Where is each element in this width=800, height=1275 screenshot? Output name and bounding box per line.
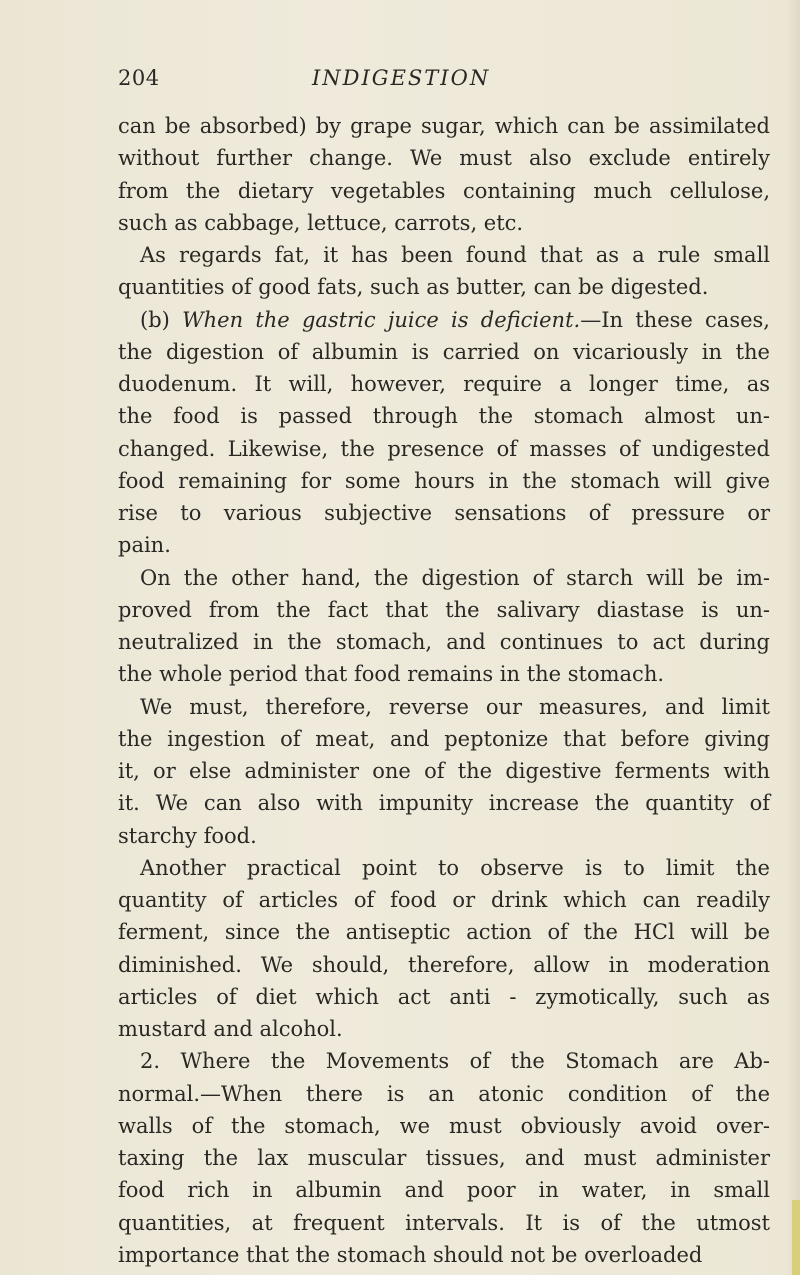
text-line: the ingestion of meat, and peptonize that before giving [118,726,770,751]
text-line: without further change. We must also exclude entirely [118,146,770,171]
subsection-heading: When the gastric juice is deficient. [182,307,581,332]
text-line: from the dietary vegetables containing much cellulose, [118,178,770,203]
text-line: rise to various subjective sensations of pressure or [118,501,770,525]
text-line: 2. Where the Movements of the Stomach are Ab- [140,1049,770,1074]
paragraph [118,110,770,239]
text-line: it. We can also with impunity increase the quantity of [118,791,770,816]
paragraph [118,1045,770,1271]
text-line: quantities, at frequent intervals. It is of the utmost [118,1210,770,1235]
body-text [118,110,770,1271]
paragraph [118,562,770,691]
text-line: taxing the lax muscular tissues, and must administer [118,1146,770,1170]
text-line: We must, therefore, reverse our measures, and limit [140,694,770,719]
text-line: pain. [118,533,171,558]
paragraph [118,304,770,562]
subsection-marker: (b) [140,307,183,332]
text-line: walls of the stomach, we must obviously avoid over- [118,1113,770,1138]
text-line: quantities of good fats, such as butter, can be digested. [118,275,709,300]
text-line: duodenum. It will, however, require a longer time, as [118,372,770,396]
text-line: food rich in albumin and poor in water, in small [118,1178,770,1203]
text-line: it, or else administer one of the digestive ferments with [118,759,770,783]
text-line: mustard and alcohol. [118,1017,343,1041]
text-line: food remaining for some hours in the stomach will give [118,468,770,493]
text-line: quantity of articles of food or drink which can readily [118,888,770,912]
text-line: neutralized in the stomach, and continues to act during [118,630,770,654]
text-line: proved from the fact that the salivary diastase is un- [118,597,770,622]
text-line: the whole period that food remains in the stomach. [118,662,665,687]
text-line: articles of diet which act anti - zymotically, such as [118,984,770,1009]
page-edge-mark [792,1200,800,1275]
text-line: can be absorbed) by grape sugar, which can be assimilated [118,114,770,138]
text-line: normal.—When there is an atonic condition of the [118,1081,770,1106]
page-header [0,66,800,96]
paragraph [118,239,770,304]
page-number: 204 [118,66,160,90]
text-line: As regards fat, it has been found that as a rule small [140,243,770,267]
text-line: On the other hand, the digestion of starch will be im- [140,565,770,590]
text-line: importance that the stomach should not be overloaded [118,1242,703,1267]
paragraph [118,852,770,1046]
paragraph [118,691,770,852]
text-line: starchy food. [118,823,257,848]
page-edge-shadow [786,0,800,1275]
text-line: diminished. We should, therefore, allow in moderation [118,952,770,977]
text-line [118,304,770,336]
text-line: ferment, since the antiseptic action of the HCl will be [118,920,770,945]
text-line: changed. Likewise, the presence of masses of undigested [118,436,770,461]
text-line: such as cabbage, lettuce, carrots, etc. [118,210,524,235]
text-run: —In these cases, [580,307,770,332]
text-line: the food is passed through the stomach almost un- [118,404,770,429]
running-title: INDIGESTION [312,66,491,90]
text-line: Another practical point to observe is to limit the [140,855,770,880]
text-line: the digestion of albumin is carried on vicariously in the [118,339,770,364]
